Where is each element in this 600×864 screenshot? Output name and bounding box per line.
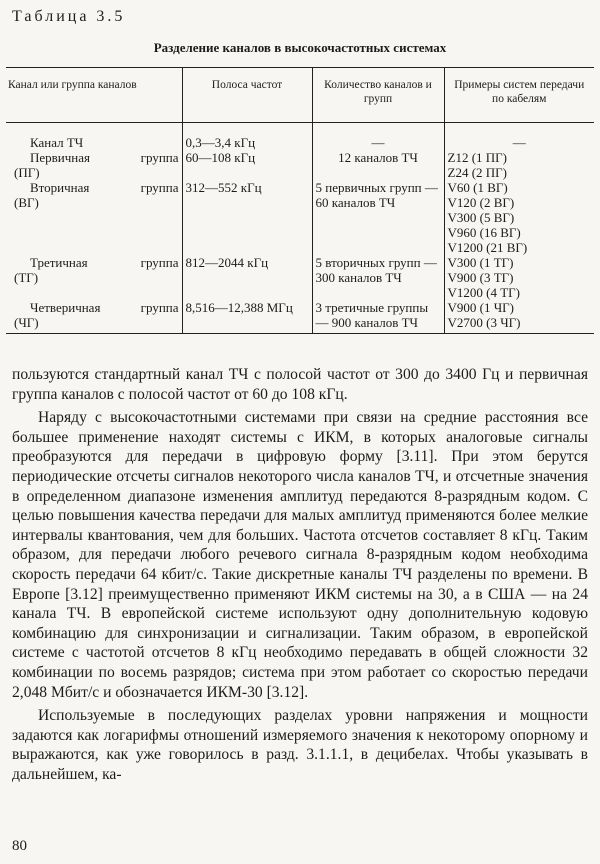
header-channel: Канал или группа каналов [6, 68, 182, 123]
system-entry: V300 (5 ВГ) [447, 210, 515, 225]
cell-systems [444, 300, 594, 334]
cell-channel [6, 150, 182, 180]
table-spacer-row [6, 123, 594, 136]
system-entry: V120 (2 ВГ) [447, 195, 515, 210]
channel-name: Канал ТЧ [30, 135, 84, 150]
channel-name: Вторичная группа [30, 180, 179, 195]
channel-name: Третичная группа [30, 255, 179, 270]
cell-count: — [312, 135, 444, 150]
channel-abbr: (ТГ) [14, 270, 39, 285]
channel-name: Четверичная группа [30, 300, 179, 315]
table-caption: Разделение каналов в высокочастотных системах [153, 40, 447, 55]
header-systems: Примеры систем передачи по кабелям [444, 68, 594, 123]
paragraph: Используемые в последующих разделах уровни напряжения и мощности задаются как логарифмы отношений измеряемого значения к некоторому опорному и выражаются, как уже говорилось в разд. 3.1.1.1, в децибелах. Чтобы указывать в дальнейшем, ка- [12, 707, 588, 783]
paragraph: пользуются стандартный канал ТЧ с полосой частот от 300 до 3400 Гц и первичная группа каналов с полосой частот от 60 до 108 кГц. [12, 366, 588, 403]
channel-table-container [6, 67, 594, 334]
cell-count: 12 каналов ТЧ [312, 150, 444, 180]
channel-abbr: (ПГ) [14, 165, 40, 180]
cell-band: 812—2044 кГц [182, 255, 312, 300]
cell-channel [6, 255, 182, 300]
cell-band: 0,3—3,4 кГц [182, 135, 312, 150]
cell-systems [444, 255, 594, 300]
header-count: Количество каналов и групп [312, 68, 444, 123]
table-row [6, 300, 594, 334]
cell-band: 312—552 кГц [182, 180, 312, 255]
system-entry: V960 (16 ВГ) [447, 225, 521, 240]
table-header-row [6, 68, 594, 123]
system-entry: V60 (1 ВГ) [447, 180, 508, 195]
system-entry: Z12 (1 ПГ) [447, 150, 508, 165]
cell-systems [444, 150, 594, 180]
system-entry: V1200 (21 ВГ) [447, 240, 528, 255]
cell-channel [6, 300, 182, 334]
body-text [12, 365, 588, 784]
system-entry: — [512, 135, 526, 150]
cell-channel [6, 135, 182, 150]
system-entry: Z24 (2 ПГ) [447, 165, 508, 180]
channel-table [6, 67, 594, 334]
system-entry: V2700 (3 ЧГ) [447, 315, 521, 330]
channel-abbr: (ЧГ) [14, 315, 39, 330]
cell-count: 5 вторичных групп — 300 каналов ТЧ [312, 255, 444, 300]
cell-count: 3 третичные группы — 900 каналов ТЧ [312, 300, 444, 334]
channel-name: Первичная группа [30, 150, 179, 165]
system-entry: V900 (3 ТГ) [447, 270, 514, 285]
system-entry: V900 (1 ЧГ) [447, 300, 515, 315]
channel-abbr: (ВГ) [14, 195, 39, 210]
table-row [6, 135, 594, 150]
table-row [6, 150, 594, 180]
page-number: 80 [12, 838, 27, 854]
cell-channel [6, 180, 182, 255]
paragraph: Наряду с высокочастотными системами при связи на средние расстояния все большее применение находят системы с ИКМ, в которых аналоговые сигналы преобразуются для передачи в цифровую форму [3.11]. При этом берутся периодические отсчеты сигналов некоторого числа каналов ТЧ, и отсчетные значения в определенном диапазоне изменения амплитуд передаются 8-разрядным кодом. С целью повышения качества передачи для малых амплитуд применяются более мелкие интервалы квантования, чем для больших. Частота отсчетов составляет 8 кГц. Таким образом, для передачи любого речевого сигнала 8-разрядным кодом необходима скорость передачи 64 кбит/с. Такие дискретные каналы ТЧ разделены по времени. В Европе [3.12] преимущественно применяют ИКМ системы на 30, а в США — на 24 канала ТЧ. В европейской системе используют одну дополнительную кодовую комбинацию для синхронизации и сигнализации. Таким образом, в европейской системе с частотой отсчетов 8 кГц необходимо передавать в общей сложности 32 комбинации по восемь разрядов; система при этом работает со скоростью передачи 2,048 Мбит/с и обозначается ИКМ-30 [3.12]. [12, 409, 588, 701]
cell-systems [444, 180, 594, 255]
cell-band: 8,516—12,388 МГц [182, 300, 312, 334]
cell-systems [444, 135, 594, 150]
header-band: Полоса частот [182, 68, 312, 123]
table-row [6, 180, 594, 255]
table-row [6, 255, 594, 300]
table-label: Таблица 3.5 [12, 8, 126, 25]
cell-band: 60—108 кГц [182, 150, 312, 180]
system-entry: V300 (1 ТГ) [447, 255, 514, 270]
system-entry: V1200 (4 ТГ) [447, 285, 521, 300]
cell-count: 5 первичных групп — 60 каналов ТЧ [312, 180, 444, 255]
